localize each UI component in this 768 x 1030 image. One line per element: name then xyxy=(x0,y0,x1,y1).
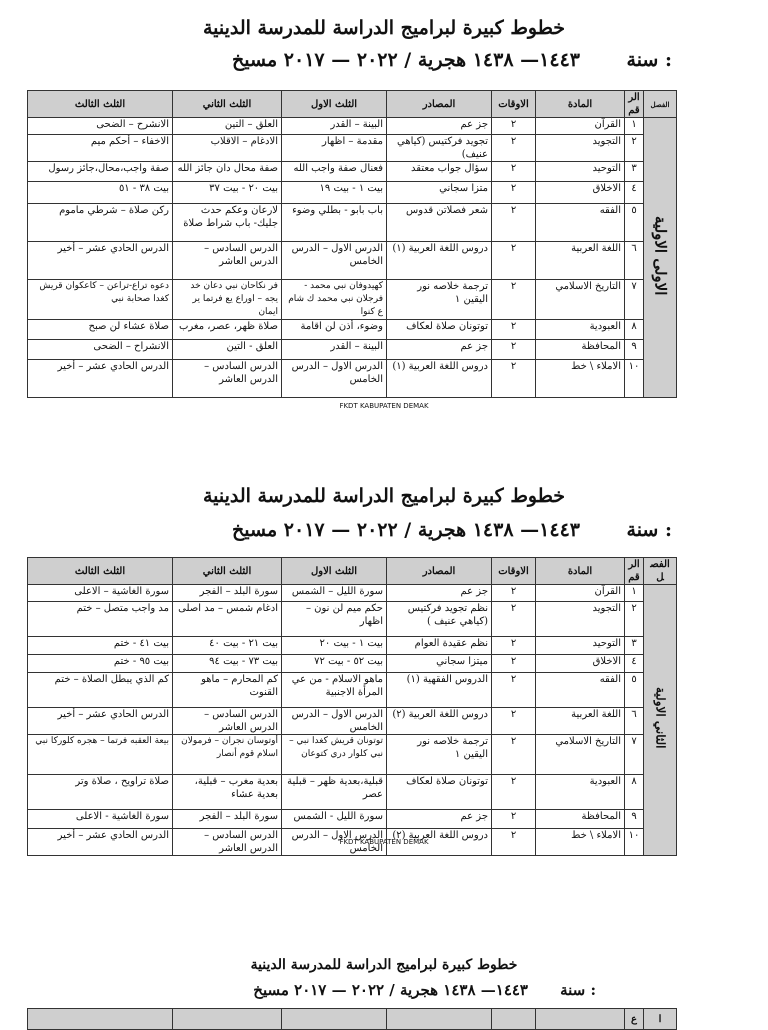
cell-subject: الاملاء \ خط xyxy=(536,360,625,398)
footer-text: FKDT KABUPATEN DEMAK xyxy=(339,838,429,846)
cell-third-1: بيت ٥٢ - بيت ٧٢ xyxy=(282,655,387,673)
header-third-3 xyxy=(28,1009,173,1030)
cell-third-2: بيت ٢١ - بيت ٤٠ xyxy=(173,637,282,655)
class-cell: الثاني الاولية xyxy=(644,585,677,856)
table-row xyxy=(28,340,677,360)
cell-third-2: الدرس السادس – الدرس العاشر xyxy=(173,360,282,398)
header-third-1: الثلث الاول xyxy=(282,91,387,118)
header-no: الرقم xyxy=(625,91,644,118)
schedule-table-1 xyxy=(27,90,677,398)
cell-third-3: الدرس الحادي عشر – أخير xyxy=(28,360,173,398)
cell-subject: اللغة العربية xyxy=(536,708,625,735)
cell-sources: دروس اللغة العربية (١) xyxy=(387,360,492,398)
cell-hours: ٢ xyxy=(492,204,536,242)
cell-third-1: بيت ١ - بيت ١٩ xyxy=(282,182,387,204)
cell-no: ١٠ xyxy=(625,360,644,398)
cell-no: ١ xyxy=(625,118,644,135)
cell-third-3: الدرس الحادي عشر – أخير xyxy=(28,708,173,735)
cell-sources: شعر فصلاتن قدوس xyxy=(387,204,492,242)
header-subject: المادة xyxy=(536,91,625,118)
table-row xyxy=(28,162,677,182)
cell-no: ٨ xyxy=(625,775,644,810)
cell-subject: المحافظة xyxy=(536,340,625,360)
cell-third-1: مقدمة – اظهار xyxy=(282,135,387,162)
cell-third-2: سورة البلد – الفجر xyxy=(173,585,282,602)
cell-third-3: كم الذي يبطل الصلاة – ختم xyxy=(28,673,173,708)
table-row xyxy=(28,118,677,135)
table-header-row xyxy=(28,1009,677,1030)
cell-no: ٦ xyxy=(625,708,644,735)
cell-subject: الاملاء \ خط xyxy=(536,829,625,856)
cell-hours: ٢ xyxy=(492,242,536,280)
cell-no: ٣ xyxy=(625,637,644,655)
header-subject xyxy=(536,1009,625,1030)
cell-hours: ٢ xyxy=(492,182,536,204)
header-class: الفصل xyxy=(644,558,677,585)
cell-third-3: بيعة العقبه فرتما – هجره كلوركا نبي xyxy=(28,735,173,775)
cell-third-2: الدرس السادس – الدرس العاشر xyxy=(173,708,282,735)
cell-no: ٩ xyxy=(625,810,644,829)
year-range: ١٤٤٣— ١٤٣٨ هجرية / ٢٠٢٢ — ٢٠١٧ مسيخ xyxy=(232,518,580,541)
header-third-2 xyxy=(173,1009,282,1030)
header-hours xyxy=(492,1009,536,1030)
cell-third-3: سورة الغاشية – الاعلى xyxy=(28,585,173,602)
cell-no: ٤ xyxy=(625,182,644,204)
cell-no: ٥ xyxy=(625,673,644,708)
cell-subject: اللغة العربية xyxy=(536,242,625,280)
table-row xyxy=(28,637,677,655)
cell-third-2: بيت ٢٠ - بيت ٣٧ xyxy=(173,182,282,204)
cell-no: ٢ xyxy=(625,602,644,637)
cell-hours: ٢ xyxy=(492,637,536,655)
cell-hours: ٢ xyxy=(492,320,536,340)
table-row xyxy=(28,135,677,162)
table-row xyxy=(28,280,677,320)
header-third-1: الثلث الاول xyxy=(282,558,387,585)
cell-subject: التجويد xyxy=(536,135,625,162)
cell-third-3: سورة الغاشية - الاعلى xyxy=(28,810,173,829)
cell-third-1: باب بابو - بطلي وضوء xyxy=(282,204,387,242)
cell-third-1: توتونان قريش كغدا نبي – نبي كلوار دري كتوعان xyxy=(282,735,387,775)
table-row xyxy=(28,320,677,340)
cell-subject: التوحيد xyxy=(536,637,625,655)
page-title: خطوط كبيرة لبراميج الدراسة للمدرسة الدينية xyxy=(202,17,566,39)
table-row xyxy=(28,242,677,280)
cell-no: ٨ xyxy=(625,320,644,340)
cell-subject: القرآن xyxy=(536,118,625,135)
schedule-section-1 xyxy=(0,18,768,75)
cell-sources: ميتزا سجاني xyxy=(387,655,492,673)
cell-hours: ٢ xyxy=(492,280,536,320)
year-label: سنة : xyxy=(626,518,672,541)
table-row xyxy=(28,810,677,829)
cell-subject: التاريخ الاسلامي xyxy=(536,280,625,320)
header-third-2: الثلث الثاني xyxy=(173,558,282,585)
year-line xyxy=(0,981,768,1001)
cell-subject: الفقه xyxy=(536,204,625,242)
year-range: ١٤٤٣— ١٤٣٨ هجرية / ٢٠٢٢ — ٢٠١٧ مسيخ xyxy=(232,48,580,71)
cell-no: ٣ xyxy=(625,162,644,182)
cell-hours: ٢ xyxy=(492,340,536,360)
cell-sources: متزا سجاني xyxy=(387,182,492,204)
table-row xyxy=(28,775,677,810)
cell-third-3: صلاة تراويح ، صلاة وتر xyxy=(28,775,173,810)
cell-no: ٢ xyxy=(625,135,644,162)
cell-third-2: سورة البلد – الفجر xyxy=(173,810,282,829)
cell-no: ١٠ xyxy=(625,829,644,856)
header-class: ا xyxy=(644,1009,677,1030)
cell-third-3: صلاة عشاء لن صبح xyxy=(28,320,173,340)
cell-third-1: حكم ميم لن نون – اظهار xyxy=(282,602,387,637)
cell-no: ٤ xyxy=(625,655,644,673)
cell-hours: ٢ xyxy=(492,655,536,673)
cell-sources: سؤال جواب معتقد xyxy=(387,162,492,182)
cell-third-2: الادغام – الاقلاب xyxy=(173,135,282,162)
table-row xyxy=(28,655,677,673)
cell-third-1: الدرس الاول – الدرس الخامس xyxy=(282,829,387,856)
cell-sources: جز عم xyxy=(387,118,492,135)
cell-hours: ٢ xyxy=(492,829,536,856)
schedule-section-3 xyxy=(0,958,768,1001)
header-subject: المادة xyxy=(536,558,625,585)
header-sources: المصادر xyxy=(387,558,492,585)
header-sources: المصادر xyxy=(387,91,492,118)
cell-sources: تجويد فركتيس (كياهي عنيف) xyxy=(387,135,492,162)
cell-sources: توتونان صلاة لعكاف xyxy=(387,320,492,340)
cell-subject: التجويد xyxy=(536,602,625,637)
cell-subject: المحافظة xyxy=(536,810,625,829)
schedule-section-2 xyxy=(0,486,768,545)
cell-sources: جز عم xyxy=(387,585,492,602)
cell-third-3: دعوه تراع-تراعن – كاعكوان قريش كغدا صحابة نبي xyxy=(28,280,173,320)
cell-third-1: قبلية،بعدية ظهر – قبلية عصر xyxy=(282,775,387,810)
cell-third-1: البينة – القدر xyxy=(282,340,387,360)
cell-third-1: فعنال صفة واجب الله xyxy=(282,162,387,182)
cell-third-3: مد واجب متصل – ختم xyxy=(28,602,173,637)
cell-no: ١ xyxy=(625,585,644,602)
cell-third-1: وضوء، أذن لن اقامة xyxy=(282,320,387,340)
class-cell: الاولى الاولية xyxy=(644,118,677,398)
cell-third-2: الدرس السادس – الدرس العاشر xyxy=(173,242,282,280)
cell-subject: القرآن xyxy=(536,585,625,602)
cell-third-1: كهيدوفان نبي محمد - فرجلان نبي محمد ك شام ع كنوا xyxy=(282,280,387,320)
cell-third-3: بيت ٩٥ - ختم xyxy=(28,655,173,673)
cell-sources: ترجمة خلاصه نور اليقين ١ xyxy=(387,280,492,320)
page-title: خطوط كبيرة لبراميج الدراسة للمدرسة الدينية xyxy=(202,485,566,507)
cell-no: ٧ xyxy=(625,280,644,320)
cell-sources: جز عم xyxy=(387,340,492,360)
cell-third-2: صلاة ظهر، عصر، مغرب xyxy=(173,320,282,340)
cell-third-3: الانشراح – الضحى xyxy=(28,340,173,360)
table-header-row xyxy=(28,91,677,118)
cell-third-2: ادغام شمس – مد اصلى xyxy=(173,602,282,637)
cell-hours: ٢ xyxy=(492,735,536,775)
header-hours: الاوقات xyxy=(492,91,536,118)
cell-third-2: كم المحارم – ماهو القنوت xyxy=(173,673,282,708)
cell-third-1: البينة – القدر xyxy=(282,118,387,135)
footer-text: FKDT KABUPATEN DEMAK xyxy=(339,402,429,410)
cell-subject: العبودية xyxy=(536,320,625,340)
cell-third-2: الدرس السادس – الدرس العاشر xyxy=(173,829,282,856)
year-line xyxy=(0,49,768,75)
cell-no: ٩ xyxy=(625,340,644,360)
header-third-3: الثلث الثالث xyxy=(28,91,173,118)
table-row xyxy=(28,602,677,637)
schedule-table-2 xyxy=(27,557,677,856)
cell-no: ٦ xyxy=(625,242,644,280)
cell-subject: التوحيد xyxy=(536,162,625,182)
table-header-row xyxy=(28,558,677,585)
header-sources xyxy=(387,1009,492,1030)
cell-third-1: الدرس الاول – الدرس الخامس xyxy=(282,242,387,280)
cell-subject: الاخلاق xyxy=(536,655,625,673)
table-row xyxy=(28,673,677,708)
cell-sources: نظم تجويد فركتيس (كياهي عنيف ) xyxy=(387,602,492,637)
cell-sources: دروس اللغة العربية (٢) xyxy=(387,708,492,735)
cell-third-1: سورة الليل – الشمس xyxy=(282,585,387,602)
cell-hours: ٢ xyxy=(492,162,536,182)
cell-hours: ٢ xyxy=(492,585,536,602)
cell-hours: ٢ xyxy=(492,360,536,398)
table-row xyxy=(28,708,677,735)
table-row xyxy=(28,360,677,398)
cell-no: ٥ xyxy=(625,204,644,242)
cell-third-3: الدرس الحادي عشر – أخير xyxy=(28,829,173,856)
cell-third-2: أوتوسان نجران – فرمولان اسلام قوم أنصار xyxy=(173,735,282,775)
cell-third-1: ماهو الاسلام - من عي المرأة الاجنبية xyxy=(282,673,387,708)
cell-sources: دروس اللغة العربية (٢) xyxy=(387,829,492,856)
cell-third-3: صفة واجب،محال،جائز رسول xyxy=(28,162,173,182)
cell-hours: ٢ xyxy=(492,602,536,637)
cell-hours: ٢ xyxy=(492,810,536,829)
cell-hours: ٢ xyxy=(492,118,536,135)
cell-hours: ٢ xyxy=(492,708,536,735)
header-class: الفصل xyxy=(644,91,677,118)
cell-third-1: بيت ١ - بيت ٢٠ xyxy=(282,637,387,655)
cell-hours: ٢ xyxy=(492,775,536,810)
cell-third-2: بعدية مغرب – قبلية، بعدية عشاء xyxy=(173,775,282,810)
cell-third-3: بيت ٣٨ - ٥١ xyxy=(28,182,173,204)
cell-subject: العبودية xyxy=(536,775,625,810)
year-label: سنة : xyxy=(626,48,672,71)
table-row xyxy=(28,735,677,775)
cell-third-3: الاخفاء – أحكم ميم xyxy=(28,135,173,162)
cell-third-3: الانشرح – الضحى xyxy=(28,118,173,135)
cell-third-2: لارعان وعكم حدث جليك- باب شراط صلاة xyxy=(173,204,282,242)
cell-sources: الدروس الفقهية (١) xyxy=(387,673,492,708)
cell-third-2: بيت ٧٣ - بيت ٩٤ xyxy=(173,655,282,673)
table-row xyxy=(28,585,677,602)
header-hours: الاوقات xyxy=(492,558,536,585)
year-label: سنة : xyxy=(560,981,596,1000)
cell-subject: الاخلاق xyxy=(536,182,625,204)
year-range: ١٤٤٣— ١٤٣٨ هجرية / ٢٠٢٢ — ٢٠١٧ مسيخ xyxy=(253,981,528,1000)
header-third-1 xyxy=(282,1009,387,1030)
header-no: الرقم xyxy=(625,558,644,585)
cell-third-3: الدرس الحادي عشر – أخير xyxy=(28,242,173,280)
cell-third-1: سورة الليل - الشمس xyxy=(282,810,387,829)
header-third-2: الثلث الثاني xyxy=(173,91,282,118)
cell-third-1: الدرس الاول – الدرس الخامس xyxy=(282,360,387,398)
cell-no: ٧ xyxy=(625,735,644,775)
cell-third-1: الدرس الاول – الدرس الخامس xyxy=(282,708,387,735)
schedule-table-3 xyxy=(27,1008,677,1030)
cell-sources: نظم عقيدة العوام xyxy=(387,637,492,655)
cell-sources: جز عم xyxy=(387,810,492,829)
cell-third-3: ركن صلاة – شرطي ماموم xyxy=(28,204,173,242)
cell-third-2: صفة محال دان جائز الله xyxy=(173,162,282,182)
table-row xyxy=(28,182,677,204)
cell-subject: التاريخ الاسلامي xyxy=(536,735,625,775)
year-line xyxy=(0,519,768,545)
cell-sources: ترجمة خلاصه نور اليقين ١ xyxy=(387,735,492,775)
page-title: خطوط كبيرة لبراميج الدراسة للمدرسة الدينية xyxy=(250,957,518,973)
table-row xyxy=(28,204,677,242)
cell-third-2: فر نكاحان نبي دعان خد يجه – اوراع يع فرتما ير ايمان xyxy=(173,280,282,320)
cell-third-3: بيت ٤١ - ختم xyxy=(28,637,173,655)
cell-third-2: العلق – التين xyxy=(173,118,282,135)
cell-sources: توتونان صلاة لعكاف xyxy=(387,775,492,810)
cell-hours: ٢ xyxy=(492,135,536,162)
cell-sources: دروس اللغة العربية (١) xyxy=(387,242,492,280)
header-no: ع xyxy=(625,1009,644,1030)
header-third-3: الثلث الثالث xyxy=(28,558,173,585)
cell-hours: ٢ xyxy=(492,673,536,708)
cell-subject: الفقه xyxy=(536,673,625,708)
cell-third-2: العلق - التين xyxy=(173,340,282,360)
